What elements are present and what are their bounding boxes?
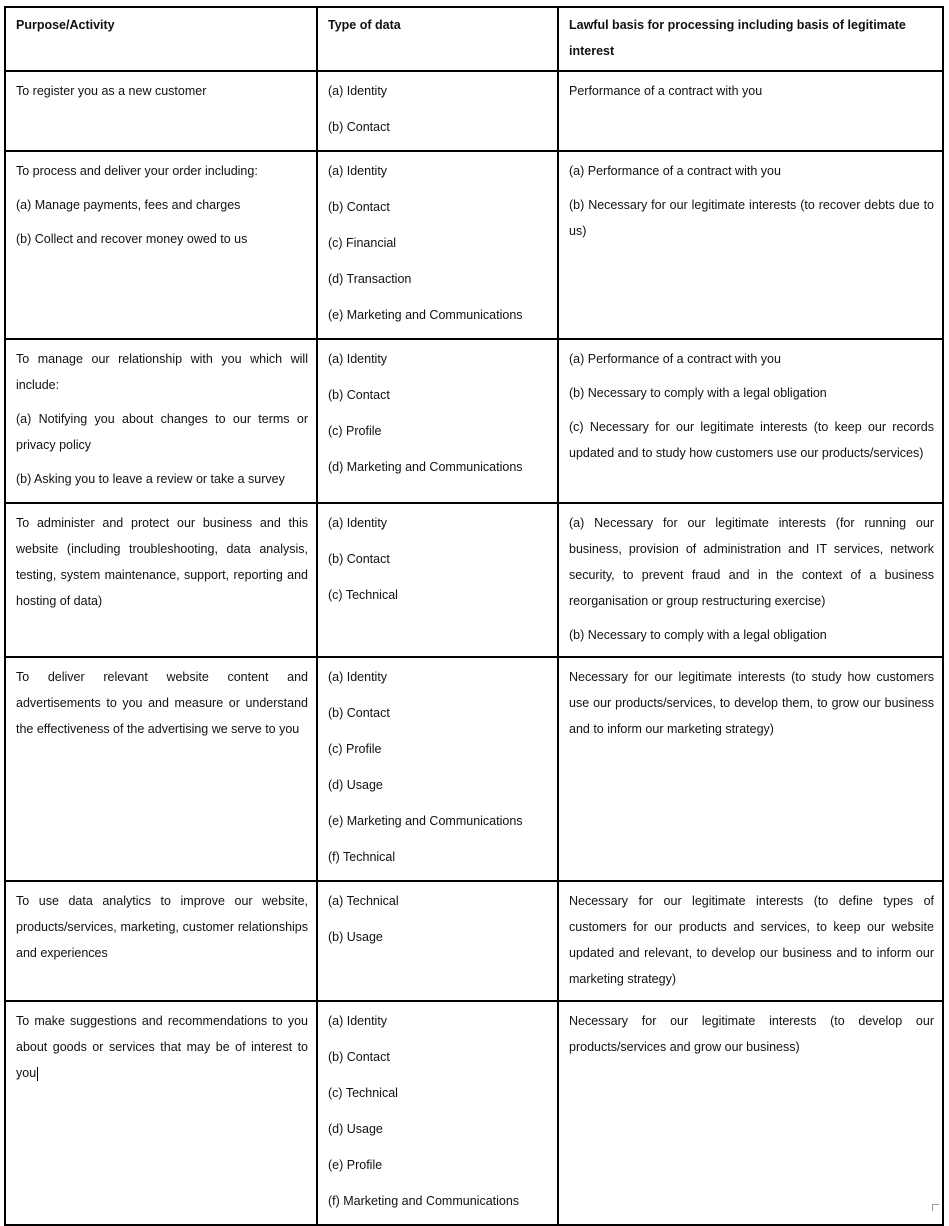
- purpose-text: To deliver relevant website content and advertisements to you and measure or understand the effectiveness of the advertising we serve to you: [16, 670, 308, 736]
- data-type-item: (e) Marketing and Communications: [328, 814, 523, 828]
- data-type-cell: [317, 151, 558, 339]
- data-type-cell: [317, 881, 558, 1001]
- lawful-basis-cell: [558, 151, 943, 339]
- header-type-of-data: Type of data: [317, 7, 558, 71]
- data-type-item: (a) Identity: [328, 670, 388, 684]
- data-type-cell: [317, 657, 558, 881]
- lawful-basis-cell: [558, 881, 943, 1001]
- data-type-item: (f) Marketing and Communications: [328, 1194, 520, 1208]
- header-lawful-basis: Lawful basis for processing including basis of legitimate interest: [558, 7, 943, 71]
- lawful-basis-text: (a) Necessary for our legitimate interests (for running our business, provision of administration and IT services, network security, to prevent fraud and in the context of a business reorganisation or group restructuring exercise): [569, 516, 934, 608]
- lawful-basis-cell: [558, 339, 943, 503]
- lawful-basis-text: (c) Necessary for our legitimate interests (to keep our records updated and to study how customers use our products/services): [569, 420, 934, 460]
- purpose-cell: [5, 151, 317, 339]
- purpose-text: (b) Collect and recover money owed to us: [16, 232, 248, 246]
- lawful-basis-text: (b) Necessary for our legitimate interests (to recover debts due to us): [569, 198, 934, 238]
- purpose-cell: [5, 503, 317, 657]
- data-type-item: (c) Profile: [328, 424, 382, 438]
- purpose-text: (a) Manage payments, fees and charges: [16, 198, 241, 212]
- data-type-item: (a) Identity: [328, 1014, 388, 1028]
- purpose-cell: [5, 657, 317, 881]
- data-type-item: (d) Transaction: [328, 272, 412, 286]
- table-row: [5, 657, 943, 881]
- table-row: [5, 151, 943, 339]
- data-type-item: (c) Technical: [328, 1086, 398, 1100]
- lawful-basis-text: Necessary for our legitimate interests (to develop our products/services and grow our business): [569, 1014, 934, 1054]
- lawful-basis-text: Necessary for our legitimate interests (to study how customers use our products/services, to develop them, to grow our business and to inform our marketing strategy): [569, 670, 934, 736]
- data-type-item: (b) Contact: [328, 1050, 390, 1064]
- data-type-cell: [317, 1001, 558, 1225]
- lawful-basis-table: [4, 6, 944, 1226]
- header-purpose: Purpose/Activity: [5, 7, 317, 71]
- data-type-item: (a) Identity: [328, 84, 388, 98]
- data-type-item: (b) Contact: [328, 200, 390, 214]
- text-cursor: [37, 1067, 38, 1081]
- purpose-cell: [5, 71, 317, 151]
- data-type-item: (c) Profile: [328, 742, 382, 756]
- purpose-text: To administer and protect our business and this website (including troubleshooting, data analysis, testing, system maintenance, support, reporting and hosting of data): [16, 516, 308, 608]
- data-type-item: (e) Marketing and Communications: [328, 308, 523, 322]
- data-type-item: (b) Contact: [328, 552, 390, 566]
- table-row: [5, 503, 943, 657]
- table-row: [5, 881, 943, 1001]
- data-type-item: (c) Financial: [328, 236, 397, 250]
- table-row: [5, 1001, 943, 1225]
- purpose-text: (a) Notifying you about changes to our terms or privacy policy: [16, 412, 308, 452]
- data-type-item: (b) Usage: [328, 930, 383, 944]
- lawful-basis-text: (b) Necessary to comply with a legal obligation: [569, 628, 827, 642]
- data-type-item: (d) Marketing and Communications: [328, 460, 523, 474]
- data-type-item: (a) Identity: [328, 516, 388, 530]
- purpose-text: (b) Asking you to leave a review or take a survey: [16, 472, 285, 486]
- purpose-text: [16, 1008, 308, 1086]
- data-type-item: (b) Contact: [328, 120, 390, 134]
- data-type-item: (a) Identity: [328, 352, 388, 366]
- lawful-basis-text: Performance of a contract with you: [569, 84, 763, 98]
- lawful-basis-text: (b) Necessary to comply with a legal obligation: [569, 386, 827, 400]
- data-type-item: (a) Identity: [328, 164, 388, 178]
- purpose-text: To register you as a new customer: [16, 84, 207, 98]
- lawful-basis-text: (a) Performance of a contract with you: [569, 352, 781, 366]
- table-row: [5, 71, 943, 151]
- data-type-cell: [317, 339, 558, 503]
- purpose-text-content: To make suggestions and recommendations to you about goods or services that may be of interest to you: [16, 1014, 308, 1080]
- purpose-text: To use data analytics to improve our website, products/services, marketing, customer relationships and experiences: [16, 894, 308, 960]
- lawful-basis-cell: [558, 503, 943, 657]
- data-type-item: (a) Technical: [328, 894, 399, 908]
- data-type-item: (b) Contact: [328, 388, 390, 402]
- purpose-cell: [5, 881, 317, 1001]
- purpose-cell: [5, 339, 317, 503]
- data-type-item: (d) Usage: [328, 1122, 383, 1136]
- purpose-text: To manage our relationship with you which will include:: [16, 352, 308, 392]
- purpose-cell: [5, 1001, 317, 1225]
- page-corner-mark: [932, 1204, 939, 1211]
- data-type-item: (e) Profile: [328, 1158, 383, 1172]
- lawful-basis-cell: [558, 71, 943, 151]
- table-row: [5, 339, 943, 503]
- lawful-basis-text: (a) Performance of a contract with you: [569, 164, 781, 178]
- lawful-basis-cell: [558, 1001, 943, 1225]
- data-type-item: (c) Technical: [328, 588, 398, 602]
- lawful-basis-text: Necessary for our legitimate interests (to define types of customers for our products and services, to keep our website updated and relevant, to develop our business and to inform our marketing strategy): [569, 894, 934, 986]
- data-type-item: (f) Technical: [328, 850, 396, 864]
- data-type-cell: [317, 503, 558, 657]
- purpose-text: To process and deliver your order including:: [16, 164, 258, 178]
- header-row: [5, 7, 943, 71]
- data-type-item: (d) Usage: [328, 778, 383, 792]
- data-type-cell: [317, 71, 558, 151]
- data-type-item: (b) Contact: [328, 706, 390, 720]
- lawful-basis-cell: [558, 657, 943, 881]
